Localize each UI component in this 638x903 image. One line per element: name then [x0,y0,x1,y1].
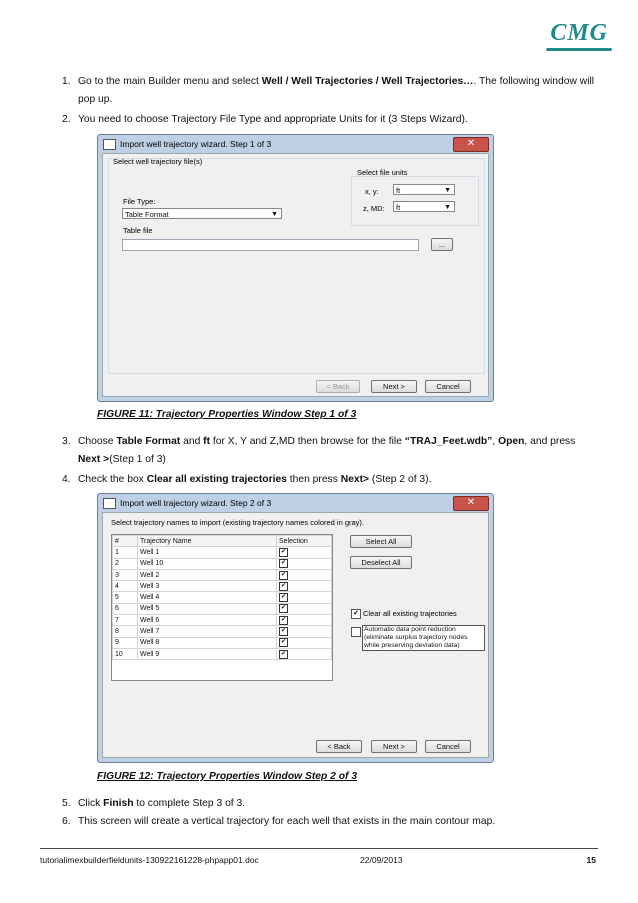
b5: Next > [78,454,110,465]
selection-checkbox[interactable]: ✔ [280,616,287,623]
back-button[interactable]: < Back [316,740,362,753]
zmd-units-select[interactable] [393,201,455,212]
app-icon [103,139,116,150]
trajectory-name: Well 9 [138,648,277,659]
logo-swoosh [546,48,612,51]
table-row[interactable] [113,547,332,558]
select-all-button[interactable]: Select All [350,535,412,548]
step-number: 1. [62,76,71,87]
table-row[interactable] [113,648,332,659]
reduction-line-3: while preserving deviation data) [364,642,460,649]
col-trajectory-name: Trajectory Name [138,536,277,547]
group-label: Select well trajectory file(s) [113,157,203,166]
step-6 [62,813,598,831]
next-button[interactable]: Next > [371,740,417,753]
selection-cell [277,547,332,558]
step-1 [62,73,598,109]
selection-checkbox[interactable]: ✔ [280,650,287,657]
t6: (Step 1 of 3) [109,454,166,465]
next-button[interactable]: Next > [371,380,417,393]
step-number: 4. [62,474,71,485]
table-file-label: Table file [123,226,153,235]
trajectory-name: Well 6 [138,615,277,626]
table-row[interactable] [113,581,332,592]
row-number: 5 [113,592,138,603]
row-number: 3 [113,569,138,580]
t3: (Step 2 of 3). [369,474,432,485]
table-row[interactable] [113,592,332,603]
browse-button[interactable]: ... [431,238,453,251]
selection-cell [277,581,332,592]
selection-checkbox[interactable]: ✔ [280,582,287,589]
step-text-end: . The following window will pop up. [78,76,595,105]
table-row[interactable] [113,603,332,614]
xy-units-value: ft [396,186,401,195]
close-window-button[interactable]: ✕ [453,496,489,511]
wizard-step1-window [97,134,494,402]
b1: Finish [103,798,134,809]
app-icon [103,498,116,509]
xy-units-select[interactable] [393,184,455,195]
step-5 [62,795,598,813]
col-number: # [113,536,138,547]
selection-cell [277,615,332,626]
t4: , [492,436,499,447]
trajectory-name: Well 3 [138,581,277,592]
cancel-button[interactable]: Cancel [425,380,471,393]
window-title: Import well trajectory wizard. Step 2 of 3 [120,498,272,508]
close-window-button[interactable]: ✕ [453,137,489,152]
step-2 [62,111,598,129]
step-number: 3. [62,436,71,447]
reduction-line-2: (eliminate surplus trajectory nodes [364,634,468,641]
file-type-select[interactable] [122,208,282,219]
selection-checkbox[interactable]: ✔ [280,571,287,578]
b1: Table Format [116,436,181,447]
file-type-value: Table Format [125,210,169,219]
window-title: Import well trajectory wizard. Step 1 of 3 [120,139,272,149]
table-file-input[interactable] [122,239,419,251]
xy-label: x, y: [365,187,379,196]
step-number: 2. [62,114,71,125]
selection-cell [277,637,332,648]
selection-cell [277,648,332,659]
selection-cell [277,569,332,580]
selection-checkbox[interactable]: ✔ [280,628,287,635]
step-text: You need to choose Trajectory File Type and appropriate Units for it (3 Steps Wizard). [78,114,468,125]
step-text: Go to the main Builder menu and select [78,76,262,87]
clear-trajectories-label: Clear all existing trajectories [363,609,457,618]
selection-checkbox[interactable]: ✔ [280,548,287,555]
chevron-down-icon: ▼ [444,187,451,194]
selection-checkbox[interactable]: ✔ [280,594,287,601]
row-number: 8 [113,626,138,637]
footer-page-number: 15 [586,855,596,865]
b1: Clear all existing trajectories [146,474,287,485]
table-row[interactable] [113,569,332,580]
row-number: 10 [113,648,138,659]
cancel-button[interactable]: Cancel [425,740,471,753]
table-row[interactable] [113,637,332,648]
selection-checkbox[interactable]: ✔ [280,560,287,567]
trajectory-name: Well 5 [138,603,277,614]
trajectory-name: Well 4 [138,592,277,603]
t2: to complete Step 3 of 3. [133,798,246,809]
figure-11-caption: FIGURE 11: Trajectory Properties Window Step 1 of 3 [97,409,357,420]
t2: and [180,436,204,447]
trajectory-name: Well 1 [138,547,277,558]
step-number: 5. [62,798,71,809]
footer-filename: tutorialimexbuilderfieldunits-130922161228-phpapp01.doc [40,855,259,865]
reduction-checkbox[interactable] [351,627,361,637]
b2: Next> [340,474,370,485]
row-number: 1 [113,547,138,558]
units-label: Select file units [357,168,408,177]
t1: Choose [78,436,117,447]
file-type-label: File Type: [123,197,156,206]
trajectory-table [111,534,333,681]
t1: Check the box [78,474,147,485]
footer-date: 22/09/2013 [360,855,403,865]
b4: Open [498,436,525,447]
reduction-line-1: Automatic data point reduction [364,626,456,633]
row-number: 9 [113,637,138,648]
step-number: 6. [62,816,71,827]
step-3 [62,433,598,469]
selection-cell [277,558,332,569]
figure-12-caption: FIGURE 12: Trajectory Properties Window Step 2 of 3 [97,771,358,782]
clear-trajectories-checkbox[interactable]: ✔ [351,609,361,619]
t1: Click [78,798,104,809]
instructions: Select trajectory names to import (existing trajectory names colored in gray). [111,518,365,527]
chevron-down-icon: ▼ [271,211,278,218]
step-4 [62,471,598,489]
table-row[interactable] [113,626,332,637]
deselect-all-button[interactable]: Deselect All [350,556,412,569]
step-bold: Well / Well Trajectories / Well Trajectories… [261,76,474,87]
back-button[interactable]: < Back [316,380,360,393]
trajectory-name: Well 2 [138,569,277,580]
trajectory-name: Well 10 [138,558,277,569]
wizard-step2-window [97,493,494,763]
reduction-label-box [362,625,485,651]
row-number: 4 [113,581,138,592]
row-number: 6 [113,603,138,614]
selection-cell [277,603,332,614]
trajectory-name: Well 7 [138,626,277,637]
zmd-units-value: ft [396,203,401,212]
selection-cell [277,592,332,603]
t2: then press [286,474,341,485]
footer-rule [40,848,598,849]
t5: , and press [524,436,576,447]
window-client [102,512,489,758]
trajectory-name: Well 8 [138,637,277,648]
table-row[interactable] [113,558,332,569]
cmg-logo [550,20,608,47]
b2: ft [203,436,211,447]
row-number: 2 [113,558,138,569]
t1: This screen will create a vertical trajectory for each well that exists in the main contour map. [78,816,496,827]
window-titlebar [98,135,493,153]
logo-text: CMG [550,20,608,46]
chevron-down-icon: ▼ [444,204,451,211]
zmd-label: z, MD: [363,204,385,213]
selection-checkbox[interactable]: ✔ [280,605,287,612]
window-titlebar [98,494,493,512]
col-selection: Selection [277,536,332,547]
row-number: 7 [113,615,138,626]
window-client [102,153,489,397]
table-row[interactable] [113,615,332,626]
selection-checkbox[interactable]: ✔ [280,639,287,646]
b3: “TRAJ_Feet.wdb” [404,436,493,447]
selection-cell [277,626,332,637]
t3: for X, Y and Z,MD then browse for the file [210,436,405,447]
